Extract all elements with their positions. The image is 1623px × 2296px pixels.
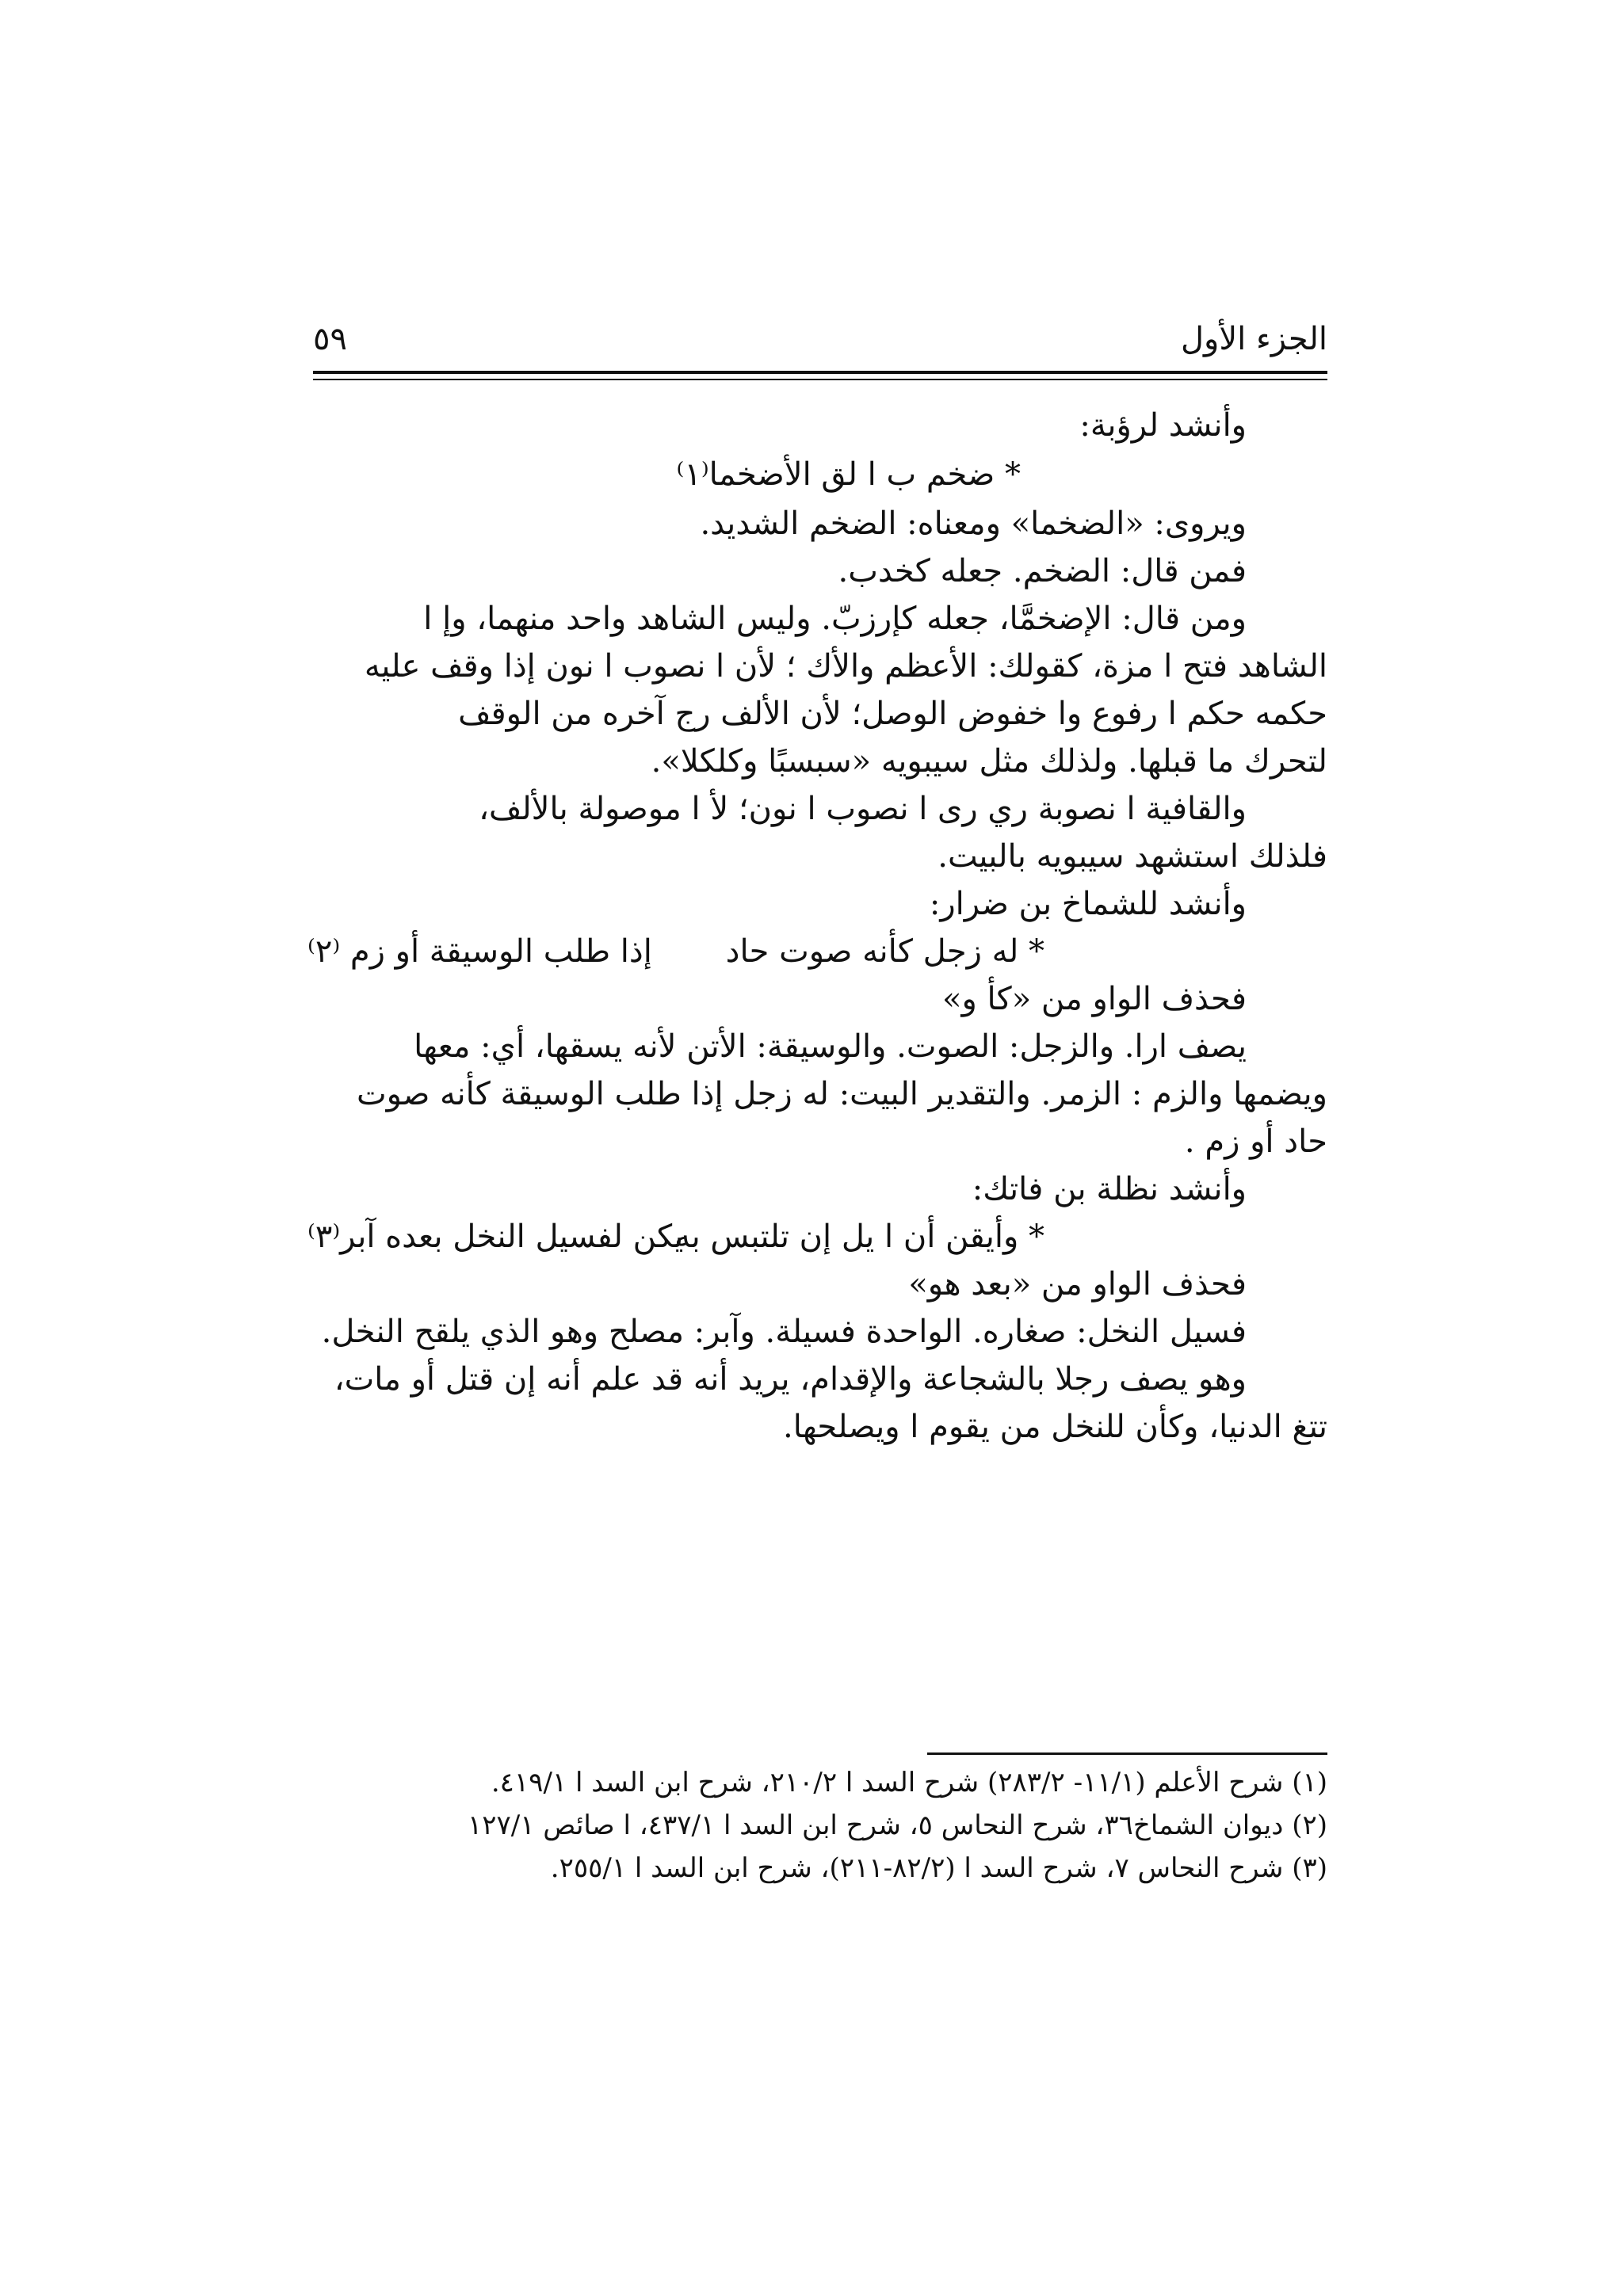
- body-line: فمن قال: الضخم. جعله كخدب.: [838, 553, 1247, 589]
- body-line: لتحرك ما قبلها. ولذلك مثل سيبويه «سبسبًا وكلكلا».: [651, 743, 1327, 780]
- footnote: (٢) ديوان الشماخ٣٦، شرح النحاس ٥، شرح ابن السد ا ٤٣٧/١، ا صائص ١٢٧/١: [467, 1810, 1327, 1841]
- verse-line: [307, 1215, 1044, 1258]
- body-line: وأنشد للشماخ بن ضرار:: [929, 886, 1247, 922]
- body-line: فحذف الواو من «بعد هو»: [908, 1266, 1247, 1302]
- body-line: ويضمها والزم : الزمر. والتقدير البيت: له زجل إذا طلب الوسيقة كأنه صوت: [357, 1076, 1327, 1112]
- header-rule-thin: [313, 379, 1327, 380]
- body-line: فسيل النخل: صغاره. الواحدة فسيلة. وآبر: مصلح وهو الذي يلقح النخل.: [321, 1314, 1247, 1350]
- body-line: يصف ارا. والزجل: الصوت. والوسيقة: الأتن لأنه يسقها، أي: معها: [414, 1028, 1247, 1065]
- verse-line: [307, 930, 1044, 973]
- body-line: فلذلك استشهد سيبويه بالبيت.: [938, 838, 1327, 875]
- verse-second-hemistich: إذا طلب الوسيقة أو زم ⁽٢⁾: [307, 933, 652, 970]
- footnote: (١) شرح الأعلم (١١/١- ٢٨٣/٢) شرح السد ا ٢١٠/٢، شرح ابن السد ا ٤١٩/١.: [491, 1767, 1327, 1798]
- body-line: ويروى: «الضخما» ومعناه: الضخم الشديد.: [700, 505, 1247, 542]
- verse-first-hemistich: * له زجل كأنه صوت حاد: [725, 933, 1044, 970]
- body-line: وأنشد نظلة بن فاتك:: [972, 1171, 1247, 1207]
- body-line: حاد أو زم .: [1184, 1123, 1327, 1160]
- page-header: [313, 321, 1327, 368]
- header-rule: [313, 371, 1327, 374]
- body-line: وأنشد لرؤبة:: [1079, 407, 1247, 444]
- verse-second-hemistich: يكن لفسيل النخل بعده آبر⁽٣⁾: [307, 1219, 684, 1255]
- body-line: فحذف الواو من «كأ و»: [941, 981, 1247, 1017]
- verse-line: * ضخم ب ا لق الأضخما⁽١⁾: [676, 456, 1021, 493]
- body-line: ومن قال: الإضخمَّا، جعله كإرزبّ. وليس الشاهد واحد منهما، وإ ا: [423, 601, 1247, 637]
- footnote: (٣) شرح النحاس ٧، شرح السد ا (٨٢/٢-٢١١)، شرح ابن السد ا ٢٥٥/١.: [550, 1852, 1327, 1884]
- body-line: وهو يصف رجلا بالشجاعة والإقدام، يريد أنه قد علم أنه إن قتل أو مات،: [334, 1361, 1247, 1398]
- footnote-rule: [927, 1753, 1327, 1755]
- body-line: الشاهد فتح ا مزة، كقولك: الأعظم والأك ؛ لأن ا نصوب ا نون إذا وقف عليه: [364, 648, 1327, 685]
- running-head: الجزء الأول: [1180, 321, 1327, 357]
- body-line: حكمه حكم ا رفوع وا خفوض الوصل؛ لأن الألف رج آخره من الوقف: [458, 696, 1327, 732]
- verse-first-hemistich: * وأيقن أن ا يل إن تلتبس به: [674, 1219, 1044, 1255]
- body-line: تتغ الدنيا، وكأن للنخل من يقوم ا ويصلحها.: [783, 1409, 1327, 1445]
- page-number: ٥٩: [313, 321, 347, 357]
- body-line: والقافية ا نصوبة ري رى ا نصوب ا نون؛ لأ ا موصولة بالألف،: [479, 791, 1247, 827]
